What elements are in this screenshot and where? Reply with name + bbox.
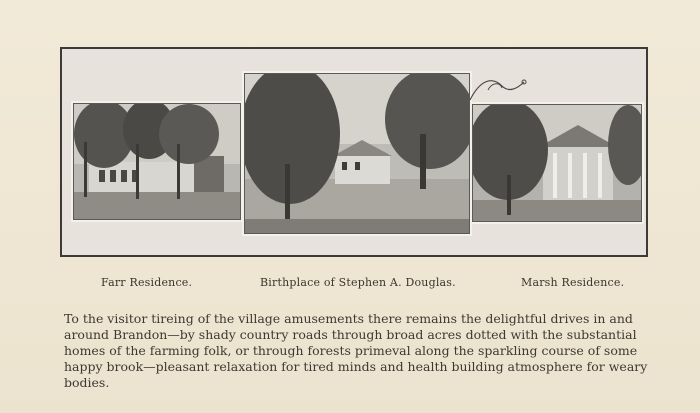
paragraph-line: homes of the farming folk, or through forests primeval along the sparkling course of some	[64, 343, 638, 358]
flourish-ornament	[468, 72, 530, 104]
paragraph-line: bodies.	[64, 375, 110, 390]
caption-farr-residence: Farr Residence.	[101, 276, 193, 289]
caption-douglas-birthplace: Birthplace of Stephen A. Douglas.	[260, 276, 456, 289]
paragraph-line: around Brandon—by shady country roads through broad acres dotted with the substantial	[64, 327, 637, 342]
farr-residence-photo	[73, 103, 241, 220]
paragraph-line: To the visitor tireing of the village amusements there remains the delightful drives in and	[64, 311, 633, 326]
douglas-birthplace-photo	[244, 73, 470, 234]
paragraph-line: happy brook—pleasant relaxation for tired minds and health building atmosphere for weary	[64, 359, 648, 374]
marsh-residence-photo	[472, 104, 642, 222]
description-paragraph	[64, 311, 660, 391]
caption-marsh-residence: Marsh Residence.	[521, 276, 625, 289]
